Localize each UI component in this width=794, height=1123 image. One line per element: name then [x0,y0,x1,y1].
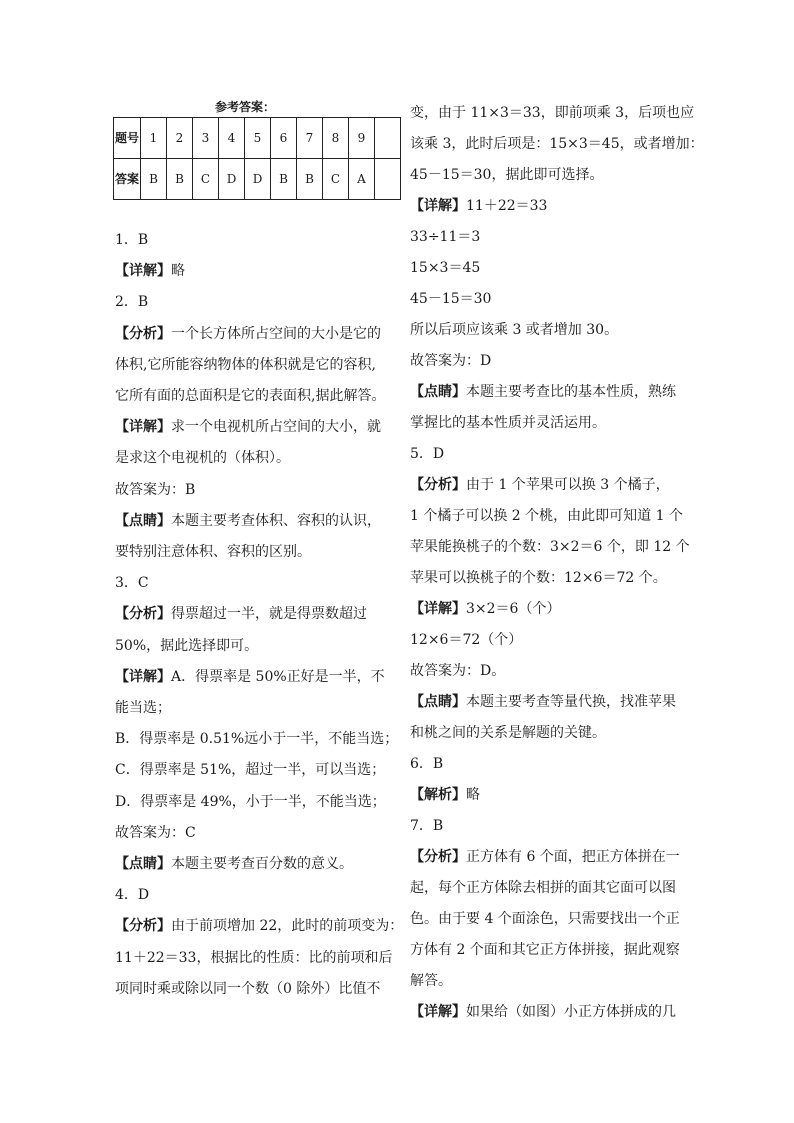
question-number-cell: 2 [167,118,193,159]
text-line: 【分析】正方体有 6 个面，把正方体拼在一 [410,849,680,865]
text-line: 项同时乘或除以同一个数（0 除外）比值不 [115,980,381,997]
text-line: 33÷11＝3 [410,229,481,245]
text-line: 【点睛】本题主要考查百分数的意义。 [115,856,353,872]
text-line: 45－15＝30，据此即可选择。 [410,167,604,183]
answer-key-title: 参考答案： [215,100,276,114]
text-line: B．得票率是 0.51%远小于一半，不能当选； [115,731,399,748]
text-line: 起，每个正方体除去相拼的面其它面可以图 [410,880,676,896]
question-number-cell: 3 [193,118,219,159]
answer-row [114,159,401,200]
text-line: 故答案为：D。 [410,663,506,679]
question-number-cell: 9 [349,118,375,159]
text-line: 【详解】如果给（如图）小正方体拼成的几 [410,1004,676,1020]
answer-cell: B [271,159,297,200]
text-line: 该乘 3，此时后项是：15×3＝45，或者增加： [410,136,704,152]
text-line: 色。由于要 4 个面涂色，只需要找出一个正 [410,911,680,927]
text-line: 【分析】一个长方体所占空间的大小是它的 [115,325,381,342]
text-line: 要特别注意体积、容积的区别。 [115,544,311,560]
text-line: 变，由于 11×3＝33，即前项乘 3，后项也应 [410,105,695,121]
answer-cell: D [219,159,245,200]
answer-cell: B [297,159,323,200]
answer-cell: B [167,159,193,200]
text-line: 故答案为：C [115,824,196,841]
question-number-cell: 5 [245,118,271,159]
text-line: 【详解】求一个电视机所占空间的大小，就 [115,419,381,436]
text-line: 苹果可以换桃子的个数：12×6＝72 个。 [410,570,667,586]
text-line: 【点睛】本题主要考查等量代换，找准苹果 [410,694,676,710]
answer-cell: B [141,159,167,200]
text-line: 15×3＝45 [410,260,481,276]
text-line: 故答案为：D [410,353,492,369]
answer-cell [375,159,401,200]
text-line: 【分析】得票超过一半，就是得票数超过 [115,606,367,623]
text-line: 苹果能换桃子的个数：3×2＝6 个，即 12 个 [410,539,690,555]
text-line: 45－15＝30 [410,291,492,307]
text-line: 5．D [410,446,445,462]
answer-cell: A [349,159,375,200]
text-line: 它所有面的总面积是它的表面积,据此解答。 [115,388,386,404]
text-line: 【详解】A．得票率是 50%正好是一半，不 [115,668,385,685]
text-line: 1．B [115,232,149,248]
text-line: 4．D [115,887,150,904]
question-number-cell: 1 [141,118,167,159]
answer-cell: C [193,159,219,200]
text-line: 和桃之间的关系是解题的关键。 [410,725,606,741]
answer-cell: C [323,159,349,200]
text-line: 1 个橘子可以换 2 个桃，由此即可知道 1 个 [410,508,683,524]
question-number-cell: 7 [297,118,323,159]
text-line: 【分析】由于前项增加 22，此时的前项变为： [115,918,404,935]
text-line: 解答。 [410,973,452,989]
text-line: 【详解】11＋22＝33 [410,198,548,214]
answer-cell: D [245,159,271,200]
text-line: 11＋22＝33，根据比的性质：比的前项和后 [115,949,393,966]
text-line: 【点睛】本题主要考查体积、容积的认识， [115,512,381,529]
question-number-cell: 8 [323,118,349,159]
text-line: D．得票率是 49%，小于一半，不能当选； [115,793,386,810]
text-line: 【点睛】本题主要考查比的基本性质，熟练 [410,384,676,400]
question-number-cell [375,118,401,159]
question-number-cell: 4 [219,118,245,159]
text-line: 方体有 2 个面和其它正方体拼接，据此观察 [410,942,680,958]
answer-key-table [113,117,401,200]
text-line: 能当选； [115,700,171,716]
text-line: 7．B [410,818,444,834]
text-line: 6．B [410,756,444,772]
text-line: 50%，据此选择即可。 [115,637,259,654]
text-line: 3．C [115,575,149,592]
text-line: 【详解】3×2＝6（个） [410,601,561,617]
text-line: 【详解】略 [115,263,185,280]
text-line: 掌握比的基本性质并灵活运用。 [410,415,606,431]
text-line: 故答案为：B [115,481,196,498]
row-label-number: 题号 [114,118,141,159]
question-number-cell: 6 [271,118,297,159]
text-line: 2．B [115,294,149,311]
text-line: C．得票率是 51%，超过一半，可以当选； [115,762,386,779]
text-line: 所以后项应该乘 3 或者增加 30。 [410,322,619,338]
text-line: 【分析】由于 1 个苹果可以换 3 个橘子， [410,477,670,493]
text-line: 体积,它所能容纳物体的体积就是它的容积, [115,356,376,373]
text-line: 【解析】略 [410,787,480,803]
question-number-row [114,118,401,159]
text-line: 是求这个电视机的（体积）。 [115,450,290,467]
text-line: 12×6＝72（个） [410,632,523,648]
row-label-answer: 答案 [114,159,141,200]
